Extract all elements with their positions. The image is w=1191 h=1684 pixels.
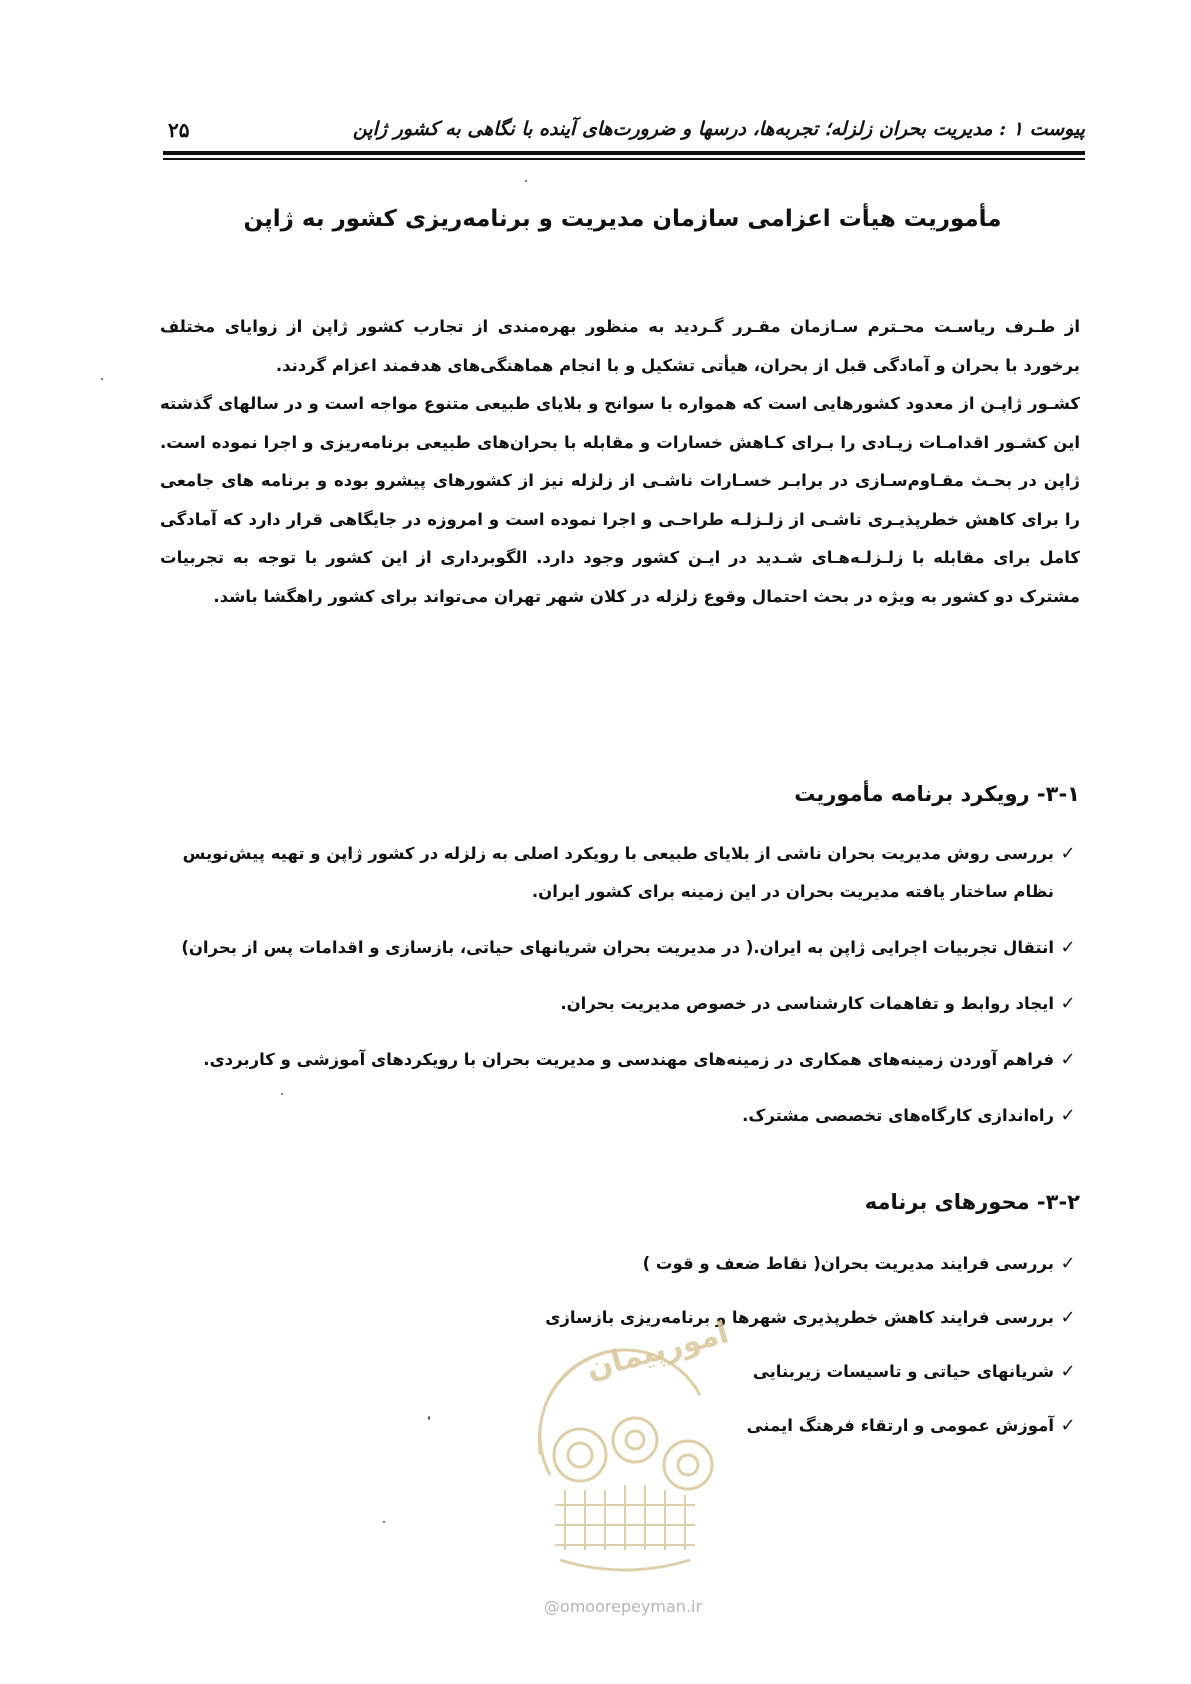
watermark-url-text: omoorepeyman.ir <box>559 1597 703 1616</box>
scan-speck <box>525 180 527 182</box>
section-heading-approach: ۳-۱- رویکرد برنامه مأموریت <box>794 782 1080 806</box>
checkmark-icon: ✓ <box>1060 1415 1076 1436</box>
list-item-text: شریانهای حیاتی و تاسیسات زیربنایی <box>752 1362 1054 1381</box>
header-rule-thin <box>163 158 1085 160</box>
list-item-text: بررسی فرایند مدیریت بحران( نقاط ضعف و قوت ) <box>642 1254 1054 1273</box>
list-item <box>163 929 1078 967</box>
header-rule-thick <box>163 151 1085 155</box>
scan-speck <box>428 1416 430 1420</box>
list-item-text: انتقال تجربیات اجرایی ژاپن به ایران.( در مدیریت بحران شریانهای حیاتی، بازسازی و اقدامات پس از بحران) <box>181 938 1054 957</box>
document-title: مأموریت هیأت اعزامی سازمان مدیریت و برنامه‌ریزی کشور به ژاپن <box>243 206 1002 232</box>
paragraph: از طـرف ریاسـت محـترم سـازمان مقـرر گـردید به منظور بهره‌مندی از تجارب کشور ژاپن از زوایای مختلف برخورد با بحران و آمادگی قبل از بحران، هیأتی تشکیل و با انجام هماهنگی‌های هدفمند اعزام گردند. <box>160 317 1080 375</box>
watermark-logo <box>510 1305 740 1575</box>
svg-text:امورپیمان: امورپیمان <box>582 1315 733 1387</box>
list-item <box>163 985 1078 1023</box>
approach-list <box>163 835 1078 1153</box>
body-text <box>160 308 1080 616</box>
list-item <box>163 1097 1078 1135</box>
list-item-text: راه‌اندازی کارگاه‌های تخصصی مشترک. <box>742 1106 1054 1125</box>
checkmark-icon: ✓ <box>1060 993 1076 1014</box>
at-icon: @ <box>543 1597 560 1616</box>
section-heading-program-axes: ۳-۲- محورهای برنامه <box>864 1190 1080 1214</box>
running-header <box>160 118 1085 148</box>
running-title: پیوست ۱ : مدیریت بحران زلزله؛ تجربه‌ها، درسها و ضرورت‌های آینده با نگاهی به کشور ژاپن <box>352 118 1085 140</box>
watermark-url <box>498 1597 748 1616</box>
list-item-text: بررسی روش مدیریت بحران ناشی از بلایای طبیعی با رویکرد اصلی به زلزله در کشور ژاپن و تهیه پیش‌نویس نظام ساختار یافته مدیریت بحران در این زمینه برای کشور ایران. <box>182 844 1054 901</box>
checkmark-icon: ✓ <box>1060 1307 1076 1328</box>
list-item-text: آموزش عمومی و ارتقاء فرهنگ ایمنی <box>746 1416 1054 1435</box>
list-item <box>163 1245 1078 1283</box>
paragraph: کشـور ژاپـن از معدود کشورهایی است که همواره با سوانح و بلایای طبیعی متنوع مواجه است و در سالهای گذشته این کشـور اقدامـات زیـادی را بـرای کـاهش خسارات و مقابله با بحران‌های طبیعی برنامه‌ریزی و اجرا نموده است. ژاپن در بحـث مقـاوم‌سـازی در برابـر خسـارات ناشـی از زلزله نیز از کشورهای پیشرو بوده و برنامه های جامعی را برای کاهش خطرپذیـری ناشـی از زلـزلـه طراحـی و اجرا نموده است و امروزه در جایگاهی قرار دارد که آمادگی کامل برای مقابله با زلـزلـه‌هـای شـدید در ایـن کشور وجود دارد. الگوبرداری از این کشور با توجه به تجربیات مشترک دو کشور به ویژه در بحث احتمال وقوع زلزله در کلان شهر تهران می‌تواند برای کشور راهگشا باشد. <box>160 394 1080 606</box>
scan-speck <box>101 378 103 380</box>
page-number: ۲۵ <box>168 118 190 142</box>
checkmark-icon: ✓ <box>1060 937 1076 958</box>
list-item-text: فراهم آوردن زمینه‌های همکاری در زمینه‌های مهندسی و مدیریت بحران با رویکردهای آموزشی و کاربردی. <box>203 1050 1054 1069</box>
list-item <box>163 1041 1078 1079</box>
checkmark-icon: ✓ <box>1060 1049 1076 1070</box>
list-item-text: ایجاد روابط و تفاهمات کارشناسی در خصوص مدیریت بحران. <box>560 994 1054 1013</box>
scan-speck <box>383 1521 385 1523</box>
checkmark-icon: ✓ <box>1060 1361 1076 1382</box>
list-item-text: بررسی فرایند کاهش خطرپذیری شهرها و برنامه‌ریزی بازسازی <box>545 1308 1054 1327</box>
list-item <box>163 835 1078 911</box>
scan-speck <box>281 1093 283 1095</box>
checkmark-icon: ✓ <box>1060 843 1076 864</box>
checkmark-icon: ✓ <box>1060 1253 1076 1274</box>
checkmark-icon: ✓ <box>1060 1105 1076 1126</box>
